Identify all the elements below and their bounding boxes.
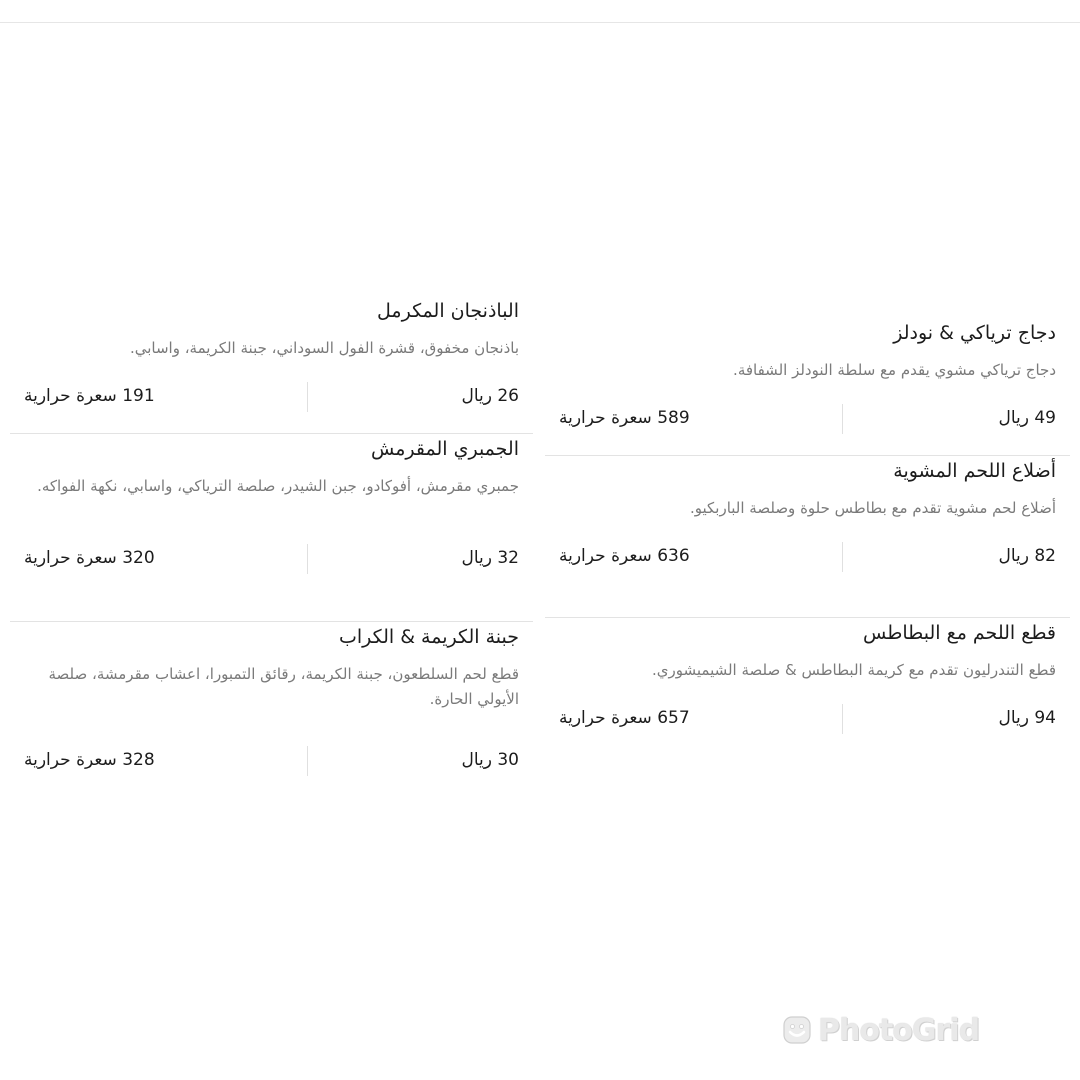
item-price: 49 ريال bbox=[998, 408, 1056, 428]
item-description: قطع التندرليون تقدم مع كريمة البطاطس & صلصة الشيميشوري. bbox=[652, 661, 1056, 679]
item-name: دجاج ترياكي & نودلز bbox=[893, 322, 1056, 344]
photogrid-smile-icon bbox=[782, 1015, 812, 1045]
item-price: 32 ريال bbox=[461, 548, 519, 568]
item-calories: 191 سعرة حرارية bbox=[24, 386, 155, 406]
menu-column-right bbox=[545, 318, 1070, 768]
item-description: دجاج ترياكي مشوي يقدم مع سلطة النودلز الشفافة. bbox=[733, 361, 1056, 379]
menu-item bbox=[10, 434, 533, 622]
menu-item bbox=[10, 296, 533, 434]
item-description: جمبري مقرمش، أفوكادو، جبن الشيدر، صلصة الترياكي، واسابي، نكهة الفواكه. bbox=[37, 477, 519, 495]
item-price: 30 ريال bbox=[461, 750, 519, 770]
item-name: جبنة الكريمة & الكراب bbox=[338, 626, 519, 648]
item-calories: 589 سعرة حرارية bbox=[559, 408, 690, 428]
item-price: 82 ريال bbox=[998, 546, 1056, 566]
item-calories: 657 سعرة حرارية bbox=[559, 708, 690, 728]
price-divider bbox=[307, 746, 308, 776]
price-divider bbox=[842, 542, 843, 572]
menu-item bbox=[545, 456, 1070, 618]
item-name: أضلاع اللحم المشوية bbox=[893, 460, 1056, 482]
item-calories: 328 سعرة حرارية bbox=[24, 750, 155, 770]
item-price: 94 ريال bbox=[998, 708, 1056, 728]
item-name: قطع اللحم مع البطاطس bbox=[863, 622, 1056, 644]
price-divider bbox=[842, 704, 843, 734]
menu-item bbox=[545, 318, 1070, 456]
item-name: الجمبري المقرمش bbox=[371, 438, 519, 460]
watermark-text: PhotoGrid bbox=[818, 1012, 980, 1048]
photogrid-watermark bbox=[782, 1008, 982, 1052]
menu-item bbox=[10, 622, 533, 802]
menu-item bbox=[545, 618, 1070, 768]
top-divider bbox=[0, 22, 1080, 23]
item-description: قطع لحم السلطعون، جبنة الكريمة، رقائق التمبورا، اعشاب مقرمشة، صلصة الأيولي الحارة. bbox=[48, 665, 519, 708]
item-calories: 636 سعرة حرارية bbox=[559, 546, 690, 566]
menu-column-left bbox=[10, 296, 533, 802]
price-divider bbox=[307, 544, 308, 574]
price-divider bbox=[842, 404, 843, 434]
price-divider bbox=[307, 382, 308, 412]
item-description: باذنجان مخفوق، قشرة الفول السوداني، جبنة الكريمة، واسابي. bbox=[129, 339, 519, 357]
item-description: أضلاع لحم مشوية تقدم مع بطاطس حلوة وصلصة الباربكيو. bbox=[689, 499, 1056, 517]
item-name: الباذنجان المكرمل bbox=[377, 300, 519, 322]
item-calories: 320 سعرة حرارية bbox=[24, 548, 155, 568]
item-price: 26 ريال bbox=[461, 386, 519, 406]
